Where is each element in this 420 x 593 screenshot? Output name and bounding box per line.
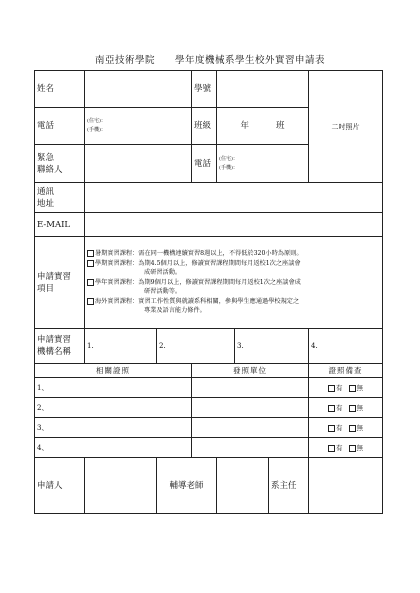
home-phone-label: (住宅)： bbox=[87, 118, 106, 124]
emergency-contact-label: 緊急 聯絡人 bbox=[35, 145, 85, 183]
applicant-signature[interactable] bbox=[85, 458, 157, 514]
checkbox[interactable] bbox=[87, 260, 94, 267]
institution-field-1[interactable]: 1. bbox=[85, 329, 157, 364]
internship-option-overseas[interactable]: 海外實習課程：實習工作性質與就讀系科相關，參與學生應通過學校規定之 bbox=[87, 297, 380, 307]
checkbox[interactable] bbox=[87, 250, 94, 257]
class-unit-label: 班 bbox=[276, 121, 285, 131]
cert-status-2: 有 無 bbox=[309, 398, 383, 418]
cert-status-3: 有 無 bbox=[309, 418, 383, 438]
email-field[interactable] bbox=[85, 213, 383, 237]
cert-row-1[interactable]: 1、 bbox=[35, 378, 192, 398]
name-field[interactable] bbox=[85, 71, 192, 108]
applicant-label: 申請人 bbox=[35, 458, 85, 514]
email-label: E-MAIL bbox=[35, 213, 85, 237]
address-label: 通訊 地址 bbox=[35, 183, 85, 213]
checkbox-yes[interactable] bbox=[328, 445, 335, 452]
checkbox-yes[interactable] bbox=[328, 425, 335, 432]
checkbox[interactable] bbox=[87, 298, 94, 305]
internship-option-year-cont: 研習活動等。 bbox=[144, 288, 182, 296]
name-label: 姓名 bbox=[35, 71, 85, 108]
page-title: 南亞技術學院 學年度機械系學生校外實習申請表 bbox=[94, 55, 325, 66]
emergency-home-phone-label: (住宅)： bbox=[219, 155, 238, 162]
institution-field-4[interactable]: 4. bbox=[309, 329, 383, 364]
cert-issuer-3[interactable] bbox=[192, 418, 309, 438]
photo-box[interactable] bbox=[309, 71, 383, 183]
institution-label: 申請實習 機構名稱 bbox=[35, 329, 85, 364]
checkbox-no[interactable] bbox=[349, 385, 356, 392]
phone-label: 電話 bbox=[35, 108, 85, 145]
student-id-field[interactable] bbox=[217, 71, 309, 108]
phone-field[interactable] bbox=[85, 108, 192, 145]
cert-issuer-2[interactable] bbox=[192, 398, 309, 418]
mobile-phone-label: (手機)： bbox=[87, 127, 106, 133]
emergency-phone-label: 電話 bbox=[192, 145, 217, 183]
emergency-mobile-phone-label: (手機)： bbox=[219, 164, 238, 171]
internship-option-semester-cont: 成研習活動。 bbox=[144, 269, 182, 277]
student-id-label: 學號 bbox=[192, 71, 217, 108]
checkbox-yes[interactable] bbox=[328, 385, 335, 392]
advisor-signature[interactable] bbox=[217, 458, 269, 514]
year-label: 年 bbox=[240, 121, 249, 131]
cert-status-1: 有 無 bbox=[309, 378, 383, 398]
cert-row-4[interactable]: 4、 bbox=[35, 438, 192, 458]
application-form bbox=[34, 70, 383, 514]
emergency-phone-field[interactable] bbox=[217, 145, 309, 183]
institution-field-3[interactable]: 3. bbox=[235, 329, 309, 364]
checkbox-yes[interactable] bbox=[328, 405, 335, 412]
cert-name-header: 相關證照 bbox=[35, 364, 192, 378]
internship-option-semester[interactable]: 學期實習課程：為期4.5個月以上，修讀實習課程期間每月返校1次之座談會 bbox=[87, 259, 380, 269]
internship-option-summer[interactable]: 暑期實習課程：需在同一機構連續實習8週以上，不得低於320小時為原則。 bbox=[87, 249, 380, 259]
cert-row-3[interactable]: 3、 bbox=[35, 418, 192, 438]
institution-field-2[interactable]: 2. bbox=[157, 329, 235, 364]
dept-head-signature[interactable] bbox=[309, 458, 383, 514]
cert-issuer-4[interactable] bbox=[192, 438, 309, 458]
cert-status-header: 證照備查 bbox=[309, 364, 383, 378]
emergency-contact-field[interactable] bbox=[85, 145, 192, 183]
internship-options bbox=[85, 237, 383, 329]
advisor-label: 輔導老師 bbox=[157, 458, 217, 514]
checkbox[interactable] bbox=[87, 279, 94, 286]
internship-option-overseas-cont: 專業及語言能力條件。 bbox=[144, 307, 206, 315]
address-field[interactable] bbox=[85, 183, 383, 213]
photo-label: 二吋照片 bbox=[331, 122, 360, 131]
class-field[interactable] bbox=[217, 108, 309, 145]
internship-type-label: 申請實習 項目 bbox=[35, 237, 85, 329]
dept-head-label: 系主任 bbox=[269, 458, 309, 514]
checkbox-no[interactable] bbox=[349, 425, 356, 432]
internship-option-year[interactable]: 學年實習課程：為期9個月以上，修讀實習課程期間每月返校1次之座談會成 bbox=[87, 278, 380, 288]
cert-issuer-1[interactable] bbox=[192, 378, 309, 398]
checkbox-no[interactable] bbox=[349, 405, 356, 412]
cert-issuer-header: 發照單位 bbox=[192, 364, 309, 378]
checkbox-no[interactable] bbox=[349, 445, 356, 452]
cert-status-4: 有 無 bbox=[309, 438, 383, 458]
cert-row-2[interactable]: 2、 bbox=[35, 398, 192, 418]
class-label: 班級 bbox=[192, 108, 217, 145]
